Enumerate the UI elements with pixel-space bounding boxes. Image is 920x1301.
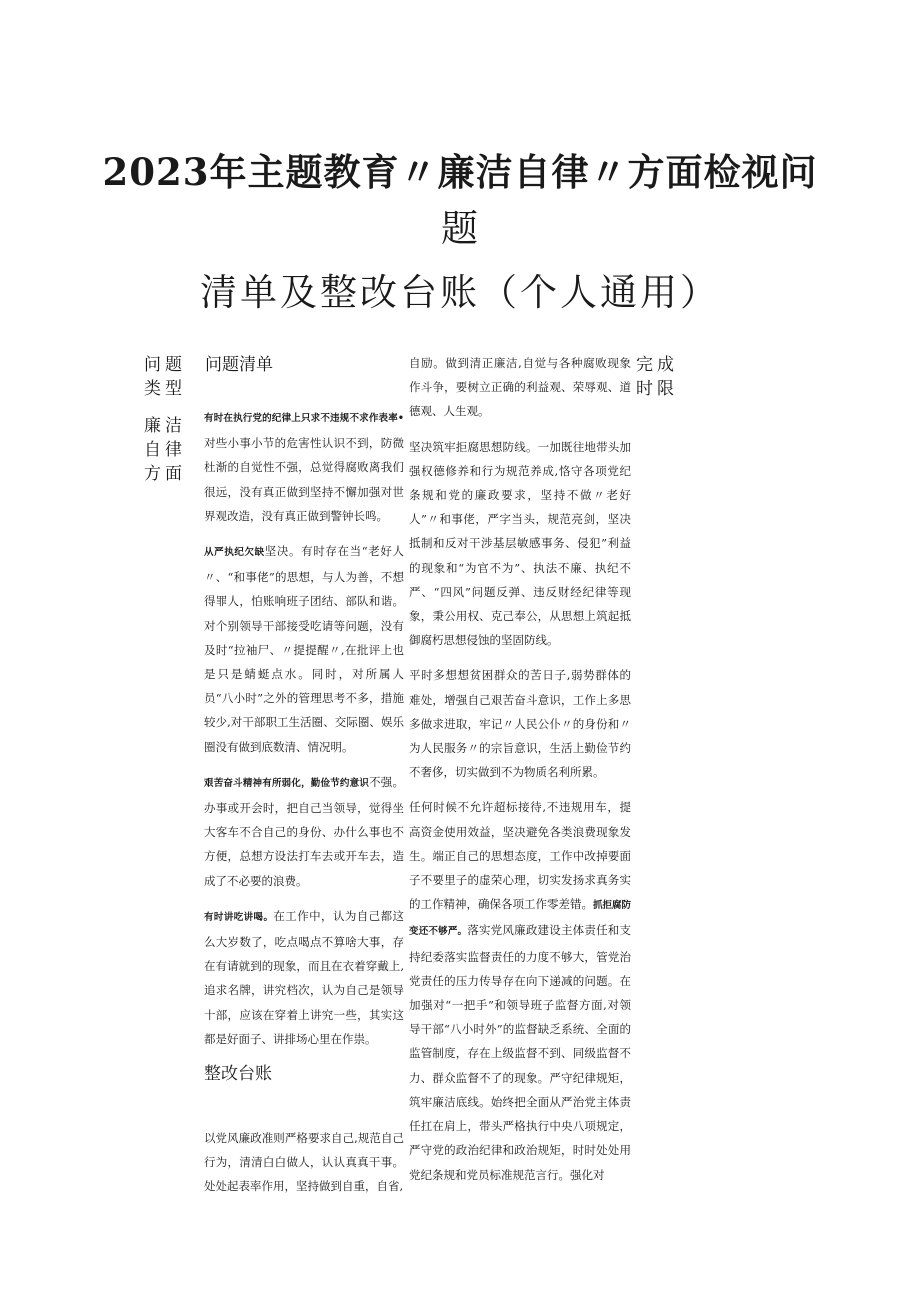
problem-text: 在工作中，认为自己都这么大岁数了，吃点喝点不算啥大事，存在有请就到的现象，而且在衣着穿戴上,追求名牌，讲究档次，认为自己是领导十部，应该在穿着上讲究一些，其实这都是好面子、讲排场心里在作祟。	[204, 908, 404, 1046]
problem-item	[204, 770, 404, 893]
ledger-text: 落实党风廉政建设主体责任和支持纪委落实监督责任的力度不够大，管党治党责任的压力传导存在向下递减的问题。在加强对“一把手”和领导班子监督方面,对领导干部“八小时外”的监督缺乏系统、全面的监管制度，存在上级监督不到、同级监督不力、群众监督不了的现象。严守纪律规矩，筑牢廉洁底线。始终把全面从严治党主体责任扛在肩上，带头严格执行中央八项规定，严守党的政治纪律和政治规矩，时时处处用党纪条规和党员标准规范言行。强化对	[409, 923, 631, 1182]
problem-lead: 从严执纪欠缺	[204, 547, 265, 559]
problem-list-column	[204, 405, 404, 1210]
problem-text: 坚决。有时存在当“老好人〃、“和事佬”的思想，与人为善，不想得罪人，怕账响班子团结、部队和谐。对个别领导干部接受吃请等问题，没有及时“拉袖尸、〃提提醒〃,在批评上也是只是蜻蜓点水。同时，对所属人员“八小时”之外的管理思考不多，措施较少,对干部职工生活圈、交际圈、娱乐圈没有做到底数清、情况明。	[204, 544, 404, 754]
document-title-line3: 清单及整改台账（个人通用）	[200, 271, 720, 314]
problem-item	[204, 904, 404, 1051]
ledger-text: 任何时候不允许超标接待,不违规用车，提高资金使用效益，坚决避免各类浪费现象发生。端正自己的思想态度，工作中改掉要面子不要里子的虚荣心理，切实发扬求真务实的工作精神，确保各项工作零差错。	[409, 800, 631, 912]
ledger-item: 平时多想想贫困群众的苦日子,弱势群体的难处，增强自己艰苦奋斗意识，工作上多思多做求进取，牢记〃人民公仆〃的身份和〃为人民服务〃的宗旨意识，生活上勤俭节约不奢侈，切实做到不为物质名利所累。	[409, 668, 631, 780]
problem-lead: 有时在执行党的纪律上只求不违规不求作表率•	[204, 413, 404, 424]
problem-item	[204, 405, 404, 528]
header-deadline: 完成 时限	[636, 355, 678, 399]
ledger-item: 坚决筑牢拒腐思想防线。一加既往地带头加强权德修养和行为规范养成,恪守各项党纪条规和党的廉政要求，坚持不做〃老好人”〃和事佬，严字当头，规范亮剑，坚决抵制和反对干涉基层敏感事务、侵犯”利益的现象和“为官不为”、执法不廉、执纪不严、“四风”问题反弹、违反财经纪律等现象，秉公用权、克己奉公，从思想上筑起抵御腐朽思想侵蚀的坚固防线。	[409, 439, 631, 648]
problem-item	[204, 539, 404, 759]
problem-lead: 有时讲吃讲喝。	[204, 911, 274, 923]
ledger-column	[409, 351, 631, 1198]
problem-text: 不强。办事或开会时，把自己当领导，觉得坐大客车不合自己的身份、办什么事也不方便，总想方设法打车去或开车去，造成了不必要的浪费。	[204, 774, 404, 888]
document-title-line2: 题	[441, 207, 479, 250]
ledger-item: 自励。做到清正廉洁,自觉与各种腐败现象作斗争，要树立正确的利益观、荣辱观、道德观、人生观。	[409, 356, 631, 419]
problem-text: 对些小事小节的危害性认识不到，防微杜渐的自觉性不强，总觉得腐败离我们很远，没有真正做到坚持不懈加强对世界观改造，没有真正做到警钟长鸣。	[204, 436, 404, 523]
document-title-line1: 2023年主题教育〃廉洁自律〃方面检视问	[102, 150, 818, 194]
ledger-item	[409, 795, 631, 1186]
header-problem-list: 问题清单	[205, 355, 273, 375]
ledger-title: 整改台账	[204, 1064, 272, 1085]
problem-lead: 抓拒腐防变还不够严。	[409, 900, 632, 938]
ledger-item: 以党风廉政准则严格要求自己,规范自己行为，清清白白做人，认认真真干事。处处起表率作用，坚持做到自重，自省,	[204, 1131, 404, 1194]
problem-lead: 艰苦奋斗精神有所弱化，勤俭节约意识	[204, 777, 370, 789]
problem-category: 廉洁 自律 方面	[144, 416, 186, 484]
header-problem-type: 问题 类型	[144, 355, 186, 399]
